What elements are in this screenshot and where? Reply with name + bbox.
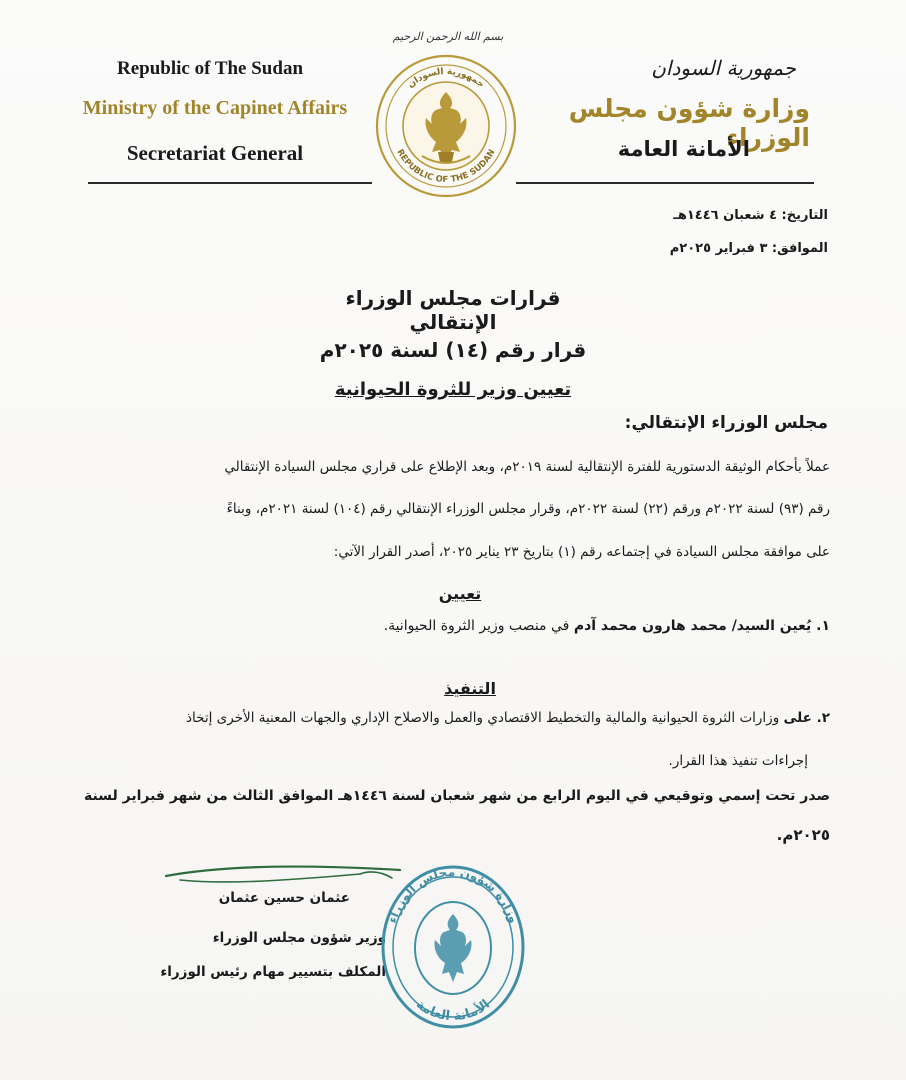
emblem-bottom-text: REPUBLIC OF THE SUDAN [394,147,498,186]
signatory-acting-title: المكلف بتسيير مهام رئيس الوزراء [160,964,386,980]
date-gregorian: الموافق: ٣ فبراير ٢٠٢٥م [669,241,828,256]
signatory-title: وزير شؤون مجلس الوزراء [212,930,386,946]
item-2-text: وزارات الثروة الحيوانية والمالية والتخطيط الاقتصادي والعمل والاصلاح الإداري والجهات المعنية الأخرى إتخاذ [186,710,784,726]
preamble-line-1: عملاً بأحكام الوثيقة الدستورية للفترة الإنتقالية لسنة ٢٠١٩م، وبعد الإطلاع على قراري مجلس السيادة الإنتقالي [224,459,830,475]
decision-number: قرار رقم (١٤) لسنة ٢٠٢٥م [319,338,587,362]
item-2-lead: ٢. على [783,710,830,726]
signatory-name: عثمان حسين عثمان [218,890,350,906]
header-en-secretariat: Secretariat General [126,141,304,165]
emblem-top-text: جمهورية السودان [406,66,487,91]
header-rule-left [88,182,372,184]
decision-heading: قرارات مجلس الوزراء الإنتقالي [345,286,561,334]
basmala: بسم الله الرحمن الرحيم [392,30,504,43]
preamble-line-2: رقم (٩٣) لسنة ٢٠٢٢م ورقم (٢٢) لسنة ٢٠٢٢م، وقرار مجلس الوزراء الإنتقالي رقم (١٠٤) لسنة ٢٠٢١م، وبناءً [226,501,830,517]
preamble-line-3: على موافقة مجلس السيادة في إجتماعه رقم (١) بتاريخ ٢٣ يناير ٢٠٢٥، أصدر القرار الآتي: [333,544,830,560]
official-stamp [378,862,528,1032]
stamp-top-text: وزارة شؤون مجلس الوزراء [384,864,522,925]
stamp-bottom-text: الأمانة العامة [412,997,494,1025]
national-emblem [372,52,520,200]
closing-line-1: صدر تحت إسمي وتوقيعي في اليوم الرابع من شهر شعبان لسنة ١٤٤٦هـ الموافق الثالث من شهر فبراير لسنة [84,788,830,804]
section-appointment: تعيين [438,584,482,603]
decision-item-2-continued: إجراءات تنفيذ هذا القرار. [668,753,808,769]
council-label: مجلس الوزراء الإنتقالي: [624,413,828,433]
header-ar-secretariat: الأمانة العامة [617,137,750,161]
item-1-position: في منصب وزير الثروة الحيوانية. [383,618,574,634]
date-hijri: التاريخ: ٤ شعبان ١٤٤٦هـ [673,208,828,223]
section-execution: التنفيذ [444,679,496,698]
header-en-country: Republic of The Sudan [116,58,304,79]
header-ar-country: جمهورية السودان [651,56,796,80]
header-rule-right [516,182,814,184]
header-en-ministry: Ministry of the Capinet Affairs [82,97,348,119]
header-ar-ministry: وزارة شؤون مجلس الوزراء [568,94,810,152]
decision-item-1 [200,618,830,634]
decision-item-2 [30,710,830,726]
item-1-appointee: ١. يُعين السيد/ محمد هارون محمد آدم [573,618,830,634]
decision-subject: تعيين وزير للثروة الحيوانية [334,379,572,400]
closing-line-2: ٢٠٢٥م. [776,826,830,844]
